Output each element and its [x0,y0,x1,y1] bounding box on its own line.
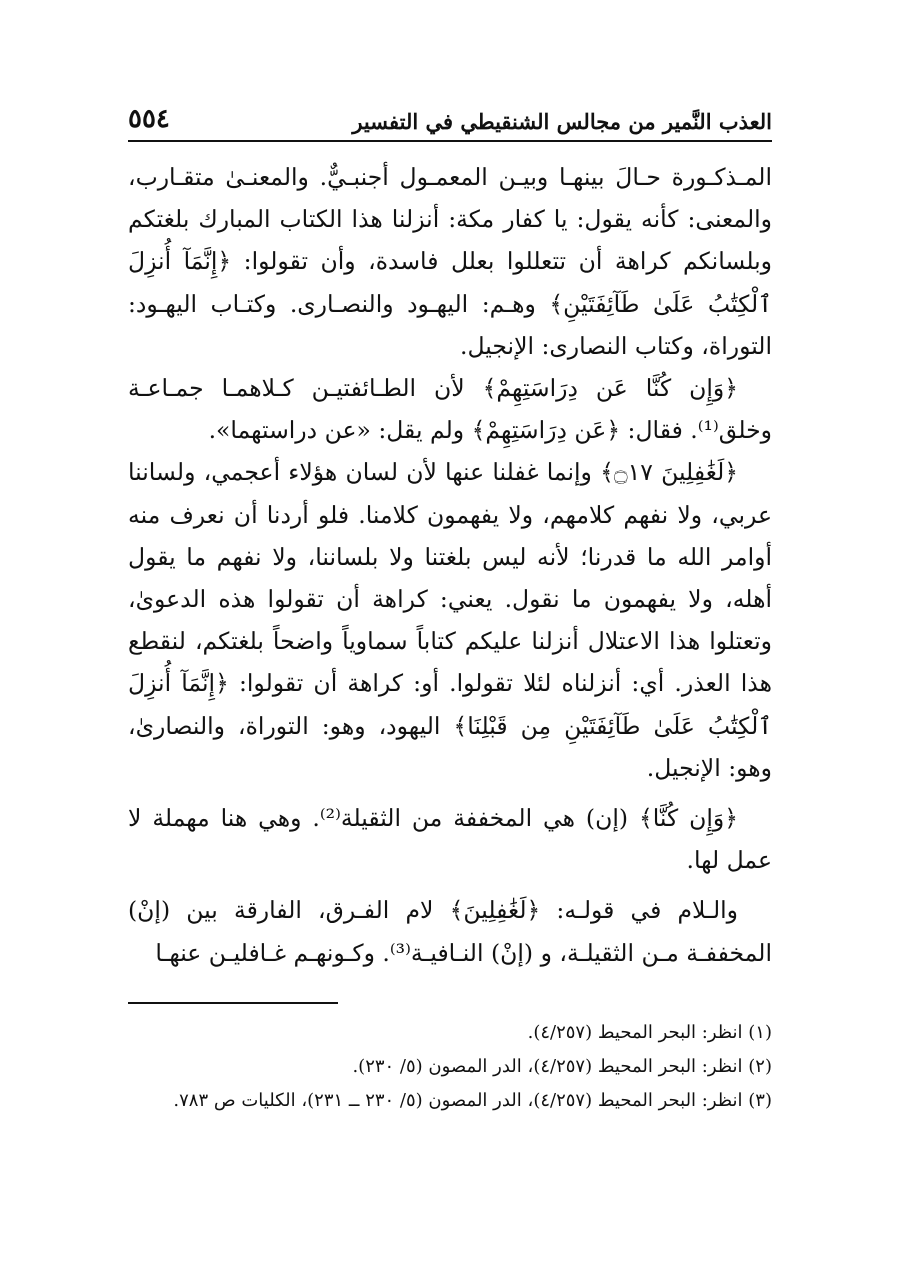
paragraph-3: ﴿لَغَٰفِلِينَ ۝١٧﴾ وإنما غفلنا عنها لأن لسان هؤلاء أعجمي، ولساننا عربي، ولا نفهم كلامهم، ولا يفهمون كلامنا. فلو أردنا أن نعرف منه أوامر الله ما قدرنا؛ لأنه ليس بلغتنا ولا بلساننا، ولا نفهم ما يقول أهله، ولا يفهمون ما نقول. يعني: كراهة أن تقولوا هذه الدعوىٰ، وتعتلوا هذا الاعتلال أنزلنا عليكم كتاباً سماوياً واضحاً بلغتكم، لنقطع هذا العذر. أي: أنزلناه لئلا تقولوا. أو: كراهة أن تقولوا: ﴿إِنَّمَآ أُنزِلَ ٱلْكِتَٰبُ عَلَىٰ طَآئِفَتَيْنِ مِن قَبْلِنَا﴾ اليهود، وهو: التوراة، والنصارىٰ، وهو: الإنجيل. [128,458,772,782]
paragraph-2: ﴿وَإِن كُنَّا عَن دِرَاسَتِهِمْ﴾ لأن الطـائفتيـن كـلاهمـا جمـاعـة وخلق⁽¹⁾. فقال: ﴿عَن دِرَاسَتِهِمْ﴾ ولم يقل: «عن دراستهما». [128,374,772,445]
footnote-3: (٣) انظر: البحر المحيط (٤/٢٥٧)، الدر المصون (٥/ ٢٣٠ ــ ٢٣١)، الكليات ص ٧٨٣. [173,1089,772,1111]
footnote-separator [128,1002,338,1004]
paragraph-1: المـذكـورة حـالَ بينهـا وبيـن المعمـول أجنبـيٌّ. والمعنـىٰ متقـارب، والمعنى: كأنه يقول: يا كفار مكة: أنزلنا هذا الكتاب المبارك بلغتكم وبلسانكم كراهة أن تتعللوا بعلل فاسدة، وأن تقولوا: ﴿إِنَّمَآ أُنزِلَ ٱلْكِتَٰبُ عَلَىٰ طَآئِفَتَيْنِ﴾ وهـم: اليهـود والنصـارى. وكتـاب اليهـود: التوراة، وكتاب النصارى: الإنجيل. [128,163,772,360]
paragraph-5: والـلام في قولـه: ﴿لَغَٰفِلِينَ﴾ لام الفـرق، الفارقة بين (إنْ) المخففـة مـن الثقيلـة، و (إنْ) النـافيـة⁽³⁾. وكـونهـم غـافليـن عنهـا [128,896,772,967]
paragraph-4: ﴿وَإِن كُنَّا﴾ (إن) هي المخففة من الثقيلة⁽²⁾. وهي هنا مهملة لا عمل لها. [128,804,772,875]
running-header [128,90,772,142]
main-text [128,156,772,974]
book-title: العذب النَّمير من مجالس الشنقيطي في التفسير [352,109,772,134]
footnotes [128,1016,772,1118]
footnote-1: (١) انظر: البحر المحيط (٤/٢٥٧). [527,1021,772,1043]
footnote-2: (٢) انظر: البحر المحيط (٤/٢٥٧)، الدر المصون (٥/ ٢٣٠). [352,1055,772,1077]
page-number: ٥٥٤ [128,104,170,134]
